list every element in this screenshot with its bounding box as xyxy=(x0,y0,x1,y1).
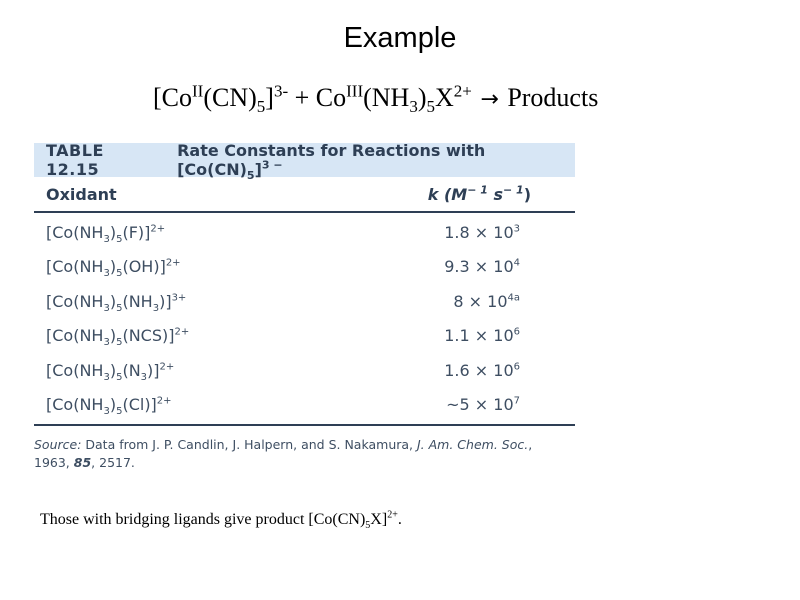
rate-constant-cell: $8 \times 10^{4a}$ xyxy=(453,291,520,311)
oxidant-cell: $[Co(NH_3)_5(NH_3)]^{3+}$ xyxy=(46,291,187,314)
rate-constant-cell: $1.8 \times 10^3$ xyxy=(444,222,520,242)
bridging-ligands-note: Those with bridging ligands give product $[Co(CN)_5X]^{2+}$. xyxy=(40,509,402,532)
column-header-oxidant: Oxidant xyxy=(46,184,117,204)
rate-constant-cell: $1.1 \times 10^6$ xyxy=(444,326,520,346)
rate-constants-table xyxy=(34,143,575,472)
table-body xyxy=(34,213,575,422)
oxidant-cell: $[Co(NH_3)_5(NCS)]^{2+}$ xyxy=(46,326,190,349)
table-row xyxy=(34,250,575,285)
table-source: Source: Data from J. P. Candlin, J. Halpern, and S. Nakamura, J. Am. Chem. Soc., 1963, 85, 2517. xyxy=(34,437,533,470)
table-caption xyxy=(34,141,575,183)
rate-constant-cell: $1.6 \times 10^6$ xyxy=(444,360,520,380)
oxidant-cell: $[Co(NH_3)_5(Cl)]^{2+}$ xyxy=(46,395,172,418)
table-row xyxy=(34,353,575,388)
table-number: TABLE 12.15 xyxy=(46,141,104,179)
oxidant-cell: $[Co(NH_3)_5(OH)]^{2+}$ xyxy=(46,257,181,280)
table-row xyxy=(34,319,575,354)
table-row xyxy=(34,284,575,319)
table-row xyxy=(34,215,575,250)
slide-title: Example xyxy=(343,22,457,54)
oxidant-cell: $[Co(NH_3)_5(N_3)]^{2+}$ xyxy=(46,360,175,383)
oxidant-cell: $[Co(NH_3)_5(F)]^{2+}$ xyxy=(46,222,166,245)
table-caption-text: Rate Constants for Reactions with $[Co(CN)_5]^{3 -}$ xyxy=(177,141,486,183)
reaction-equation: $[Co^{II}(CN)_5]^{3-} + Co^{III}(NH_3)_5X^{2+}$ → Products xyxy=(153,81,599,117)
column-header-k: k ($M^{- 1}$ $s^{- 1}$) xyxy=(427,183,531,204)
table-row xyxy=(34,388,575,423)
rate-constant-cell: ~5 × $10^7$ xyxy=(446,395,520,415)
rate-constant-cell: $9.3 \times 10^4$ xyxy=(444,257,520,277)
table-column-headers xyxy=(34,177,575,213)
reaction-arrow-icon: → xyxy=(480,87,499,112)
